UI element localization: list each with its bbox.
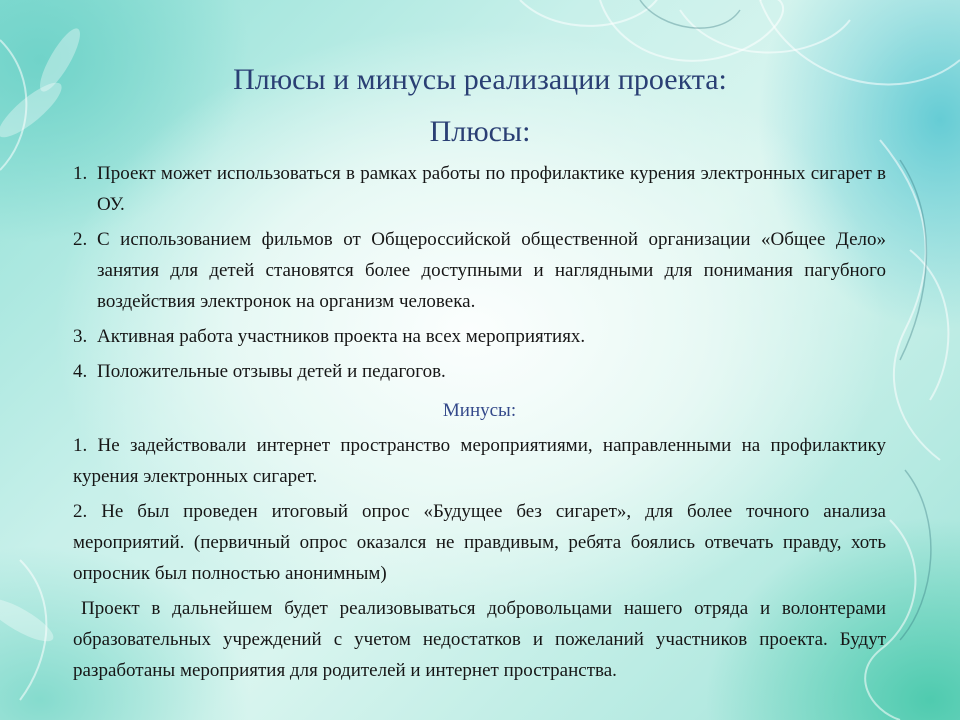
list-number: 3. bbox=[73, 326, 88, 347]
minus-paragraph: 2. Не был проведен итоговый опрос «Будущее без сигарет», для более точного анализа мероприятий. (первичный опрос оказался не правдивым, ребята боялись отвечать правду, хоть опросник был полностью анонимным) bbox=[73, 501, 886, 584]
plus-heading: Плюсы: bbox=[429, 115, 531, 148]
minus-paragraph: 1. Не задействовали интернет пространство мероприятиями, направленными на профилактику курения электронных сигарет. bbox=[73, 435, 886, 487]
slide-body bbox=[73, 158, 886, 686]
plus-list-item bbox=[73, 158, 886, 220]
list-item-text: С использованием фильмов от Общероссийской общественной организации «Общее Дело» занятия для детей становятся более доступными и наглядными для понимания пагубного воздействия электронок на организм человека. bbox=[97, 229, 886, 312]
list-number: 2. bbox=[73, 229, 88, 250]
conclusion-paragraph: Проект в дальнейшем будет реализовываться добровольцами нашего отряда и волонтерами образовательных учреждений с учетом недостатков и пожеланий участников проекта. Будут разработаны мероприятия для родителей и интернет пространства. bbox=[73, 598, 886, 681]
list-item-text: Положительные отзывы детей и педагогов. bbox=[97, 361, 446, 382]
plus-list-item bbox=[73, 321, 886, 352]
list-item-text: Проект может использоваться в рамках работы по профилактике курения электронных сигарет в ОУ. bbox=[97, 163, 886, 215]
list-number: 4. bbox=[73, 361, 88, 382]
list-number: 1. bbox=[73, 163, 88, 184]
minus-heading: Минусы: bbox=[442, 400, 517, 421]
plus-list-item bbox=[73, 356, 886, 387]
plus-list-item bbox=[73, 224, 886, 317]
list-item-text: Активная работа участников проекта на всех мероприятиях. bbox=[97, 326, 586, 347]
page-title: Плюсы и минусы реализации проекта: bbox=[233, 63, 727, 96]
